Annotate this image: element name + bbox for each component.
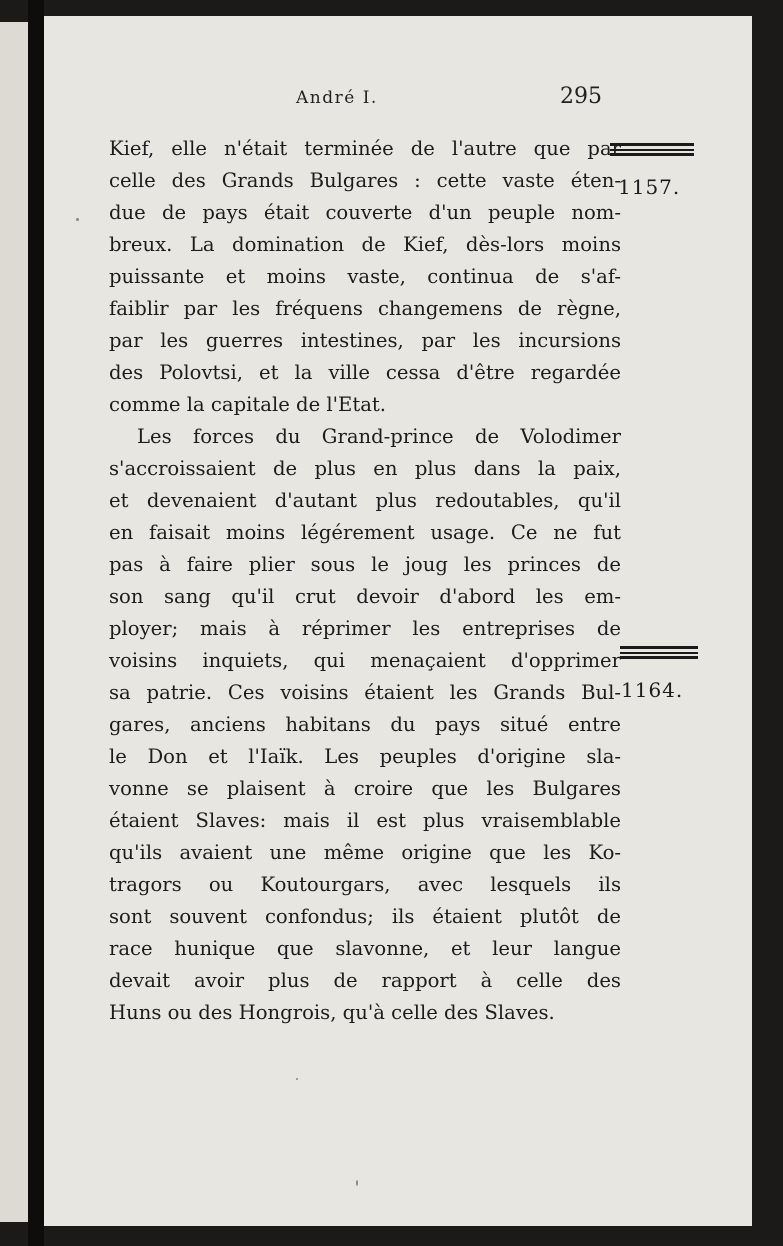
text-line: en faisait moins légérement usage. Ce ne fut [109,521,621,544]
margin-rule-1 [610,143,694,156]
text-line: breux. La domination de Kief, dès-lors moins [109,233,621,256]
text-line: vonne se plaisent à croire que les Bulgares [109,777,621,800]
book-gutter [28,0,44,1246]
text-line: par les guerres intestines, par les incursions [109,329,621,352]
text-line: des Polovtsi, et la ville cessa d'être regardée [109,361,621,384]
text-line: race hunique que slavonne, et leur langue [109,937,621,960]
text-line: gares, anciens habitans du pays situé entre [109,713,621,736]
page-header [0,86,783,116]
paragraph-1 [109,133,621,421]
text-line: étaient Slaves: mais il est plus vraisemblable [109,809,621,832]
text-line: et devenaient d'autant plus redoutables, qu'il [109,489,621,512]
text-line: sa patrie. Ces voisins étaient les Grands Bul- [109,681,621,704]
text-line: Kief, elle n'était terminée de l'autre que par [109,137,621,160]
text-line: Huns ou des Hongrois, qu'à celle des Slaves. [109,1001,555,1024]
margin-year-1157: 1157. [618,175,681,199]
paper-speck [296,1078,298,1080]
text-line: le Don et l'Iaïk. Les peuples d'origine sla- [109,745,621,768]
text-line: puissante et moins vaste, continua de s'af- [109,265,621,288]
text-line: devait avoir plus de rapport à celle des [109,969,621,992]
text-line: tragors ou Koutourgars, avec lesquels ils [109,873,621,896]
running-head: André I. [296,88,378,108]
text-line: son sang qu'il crut devoir d'abord les em- [109,585,621,608]
paragraph-2 [109,421,621,1029]
margin-year-1164: 1164. [621,678,684,702]
text-line: voisins inquiets, qui menaçaient d'opprimer [109,649,621,672]
text-line: comme la capitale de l'Etat. [109,393,387,416]
text-line: celle des Grands Bulgares : cette vaste éten- [109,169,621,192]
text-line: ployer; mais à réprimer les entreprises de [109,617,621,640]
text-line: s'accroissaient de plus en plus dans la paix, [109,457,621,480]
paper-speck [356,1180,358,1186]
text-line: faiblir par les fréquens changemens de règne, [109,297,621,320]
text-line: sont souvent confondus; ils étaient plutôt de [109,905,621,928]
text-line: pas à faire plier sous le joug les princes de [109,553,621,576]
paper-speck [76,218,79,221]
text-line: due de pays était couverte d'un peuple nom- [109,201,621,224]
body-text [109,133,621,1029]
page-number: 295 [560,84,602,109]
text-line: Les forces du Grand-prince de Volodimer [137,425,621,448]
margin-rule-2 [620,646,698,659]
previous-page-edge [0,22,28,1222]
text-line: qu'ils avaient une même origine que les Ko- [109,841,621,864]
